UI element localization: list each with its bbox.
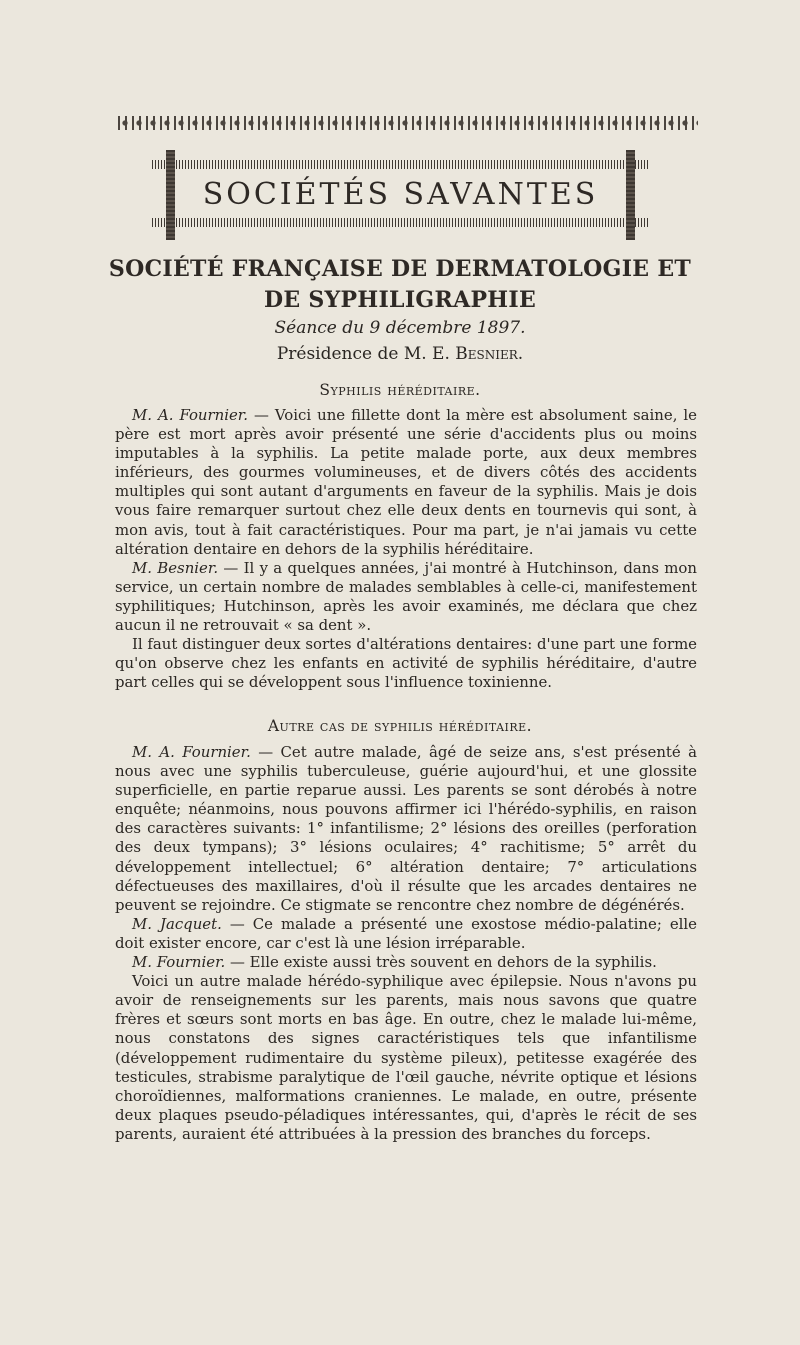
section-body-1 — [115, 406, 697, 692]
paragraph-text: — Cet autre malade, âgé de seize ans, s'est présenté à nous avec une syphilis tuberculeuse, guérie aujourd'hui, et une glossite superficielle, en partie reparue aussi. Les parents se sont dérobés à notre enquête; néanmoins, nous pouvons affirmer ici l'hérédo-syphilis, en raison des caractères suivants: 1° infantilisme; 2° lésions des oreilles (perforation des deux tympans); 3° lésions oculaires; 4° rachitisme; 5° arrêt du développement intellectuel; 6° altération dentaire; 7° articulations défectueuses des maxillaires, d'où il résulte que les arcades dentaires ne peuvent se rejoindre. Ce stigmate se rencontre chez nombre de dégénérés. — [115, 743, 697, 914]
speaker-name: M. Jacquet. — [132, 914, 222, 933]
paragraph — [115, 972, 697, 1144]
paragraph-text: — Ce malade a présenté une exostose médio-palatine; elle doit exister encore, car c'est là une lésion irréparable. — [115, 914, 697, 952]
paragraph-text: — Voici une fillette dont la mère est absolument saine, le père est mort après avoir présenté une série d'accidents plus ou moins imputables à la syphilis. La petite malade porte, aux deux membres inférieurs, des gourmes volumineuses, et de divers côtés des accidents multiples qui sont autant d'arguments en faveur de la syphilis. Mais je dois vous faire remarquer surtout chez elle deux dents en tournevis qui sont, à mon avis, tout à fait caractéristiques. Pour ma part, je n'ai jamais vu cette altération dentaire en dehors de la syphilis héréditaire. — [115, 406, 697, 558]
paragraph — [115, 559, 697, 635]
banner-stripe-bottom — [152, 218, 649, 227]
speaker-name: M. Besnier. — [132, 558, 219, 577]
paragraph — [115, 743, 697, 915]
banner-stripe-top — [152, 160, 649, 169]
banner-bar-left — [166, 150, 175, 240]
section-body-2 — [115, 743, 697, 1144]
section-banner — [152, 150, 649, 240]
banner-bar-right — [626, 150, 635, 240]
banner-title: SOCIÉTÉS SAVANTES — [188, 174, 613, 216]
decorative-ornament-band — [118, 116, 698, 130]
paragraph — [115, 635, 697, 692]
speaker-name: M. Fournier. — [132, 953, 226, 972]
paragraph-text: Voici un autre malade hérédo-syphilique avec épilepsie. Nous n'avons pu avoir de renseignements sur les parents, mais nous savons que quatre frères et sœurs sont morts en bas âge. En outre, chez le malade lui-même, nous constatons des signes caractéristiques tels que infantilisme (développement rudimentaire du système pileux), petitesse exagérée des testicules, strabisme paralytique de l'œil gauche, névrite optique et lésions choroïdiennes, malformations craniennes. Le malade, en outre, présente deux plaques pseudo-péladiques intéressantes, qui, d'après le récit de ses parents, auraient été attribuées à la pression des branches du forceps. — [115, 972, 697, 1143]
paragraph-text: Il faut distinguer deux sortes d'altérations dentaires: d'une part une forme qu'on observe chez les enfants en activité de syphilis héréditaire, d'autre part celles qui se développent sous l'influence toxinienne. — [115, 635, 697, 692]
article-title: SOCIÉTÉ FRANÇAISE DE DERMATOLOGIE ET DE SYPHILIGRAPHIE — [108, 256, 692, 313]
section-heading-1: Syphilis héréditaire. — [319, 381, 481, 399]
presidency-prefix: Présidence de M. E. — [276, 344, 456, 364]
paragraph — [115, 406, 697, 559]
speaker-name: M. A. Fournier. — [132, 743, 251, 761]
speaker-name: M. A. Fournier. — [132, 406, 249, 424]
presidency-line — [0, 344, 800, 364]
section-heading-2: Autre cas de syphilis héréditaire. — [267, 717, 533, 735]
paragraph-text: — Il y a quelques années, j'ai montré à Hutchinson, dans mon service, un certain nombre de malades semblables à celle-ci, manifestement syphilitiques; Hutchinson, après les avoir examinés, me déclara que chez aucun il ne retrouvait « sa dent ». — [115, 558, 697, 635]
session-date: Séance du 9 décembre 1897. — [274, 318, 526, 338]
president-name: Besnier. — [455, 344, 524, 364]
paragraph-text: — Elle existe aussi très souvent en dehors de la syphilis. — [225, 953, 657, 972]
paragraph — [115, 953, 697, 972]
paragraph — [115, 915, 697, 953]
